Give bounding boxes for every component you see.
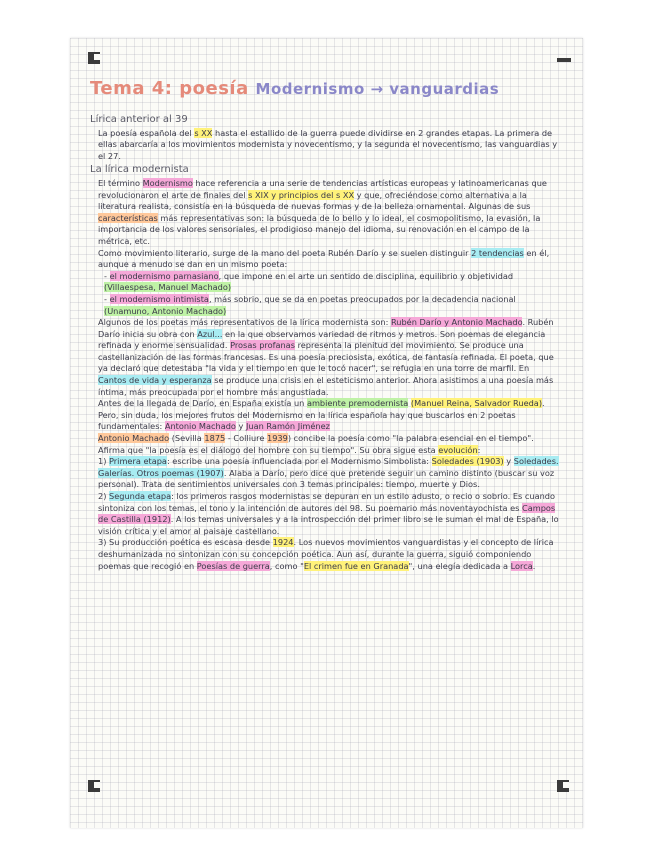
page-title (90, 78, 560, 99)
list-item: - el modernismo parnasiano, que impone en el arte un sentido de disciplina, equilibrio y objetividad (Villaespesa, Manuel Machado) (104, 270, 514, 293)
section-heading: Lírica anterior al 39 (90, 114, 188, 125)
notebook-page (70, 38, 583, 828)
notes-body (90, 112, 560, 572)
corner-marker-icon (557, 780, 569, 792)
corner-marker-icon (88, 52, 100, 64)
list-item: 3) Su producción poética es escasa desde 1924. Los nuevos movimientos vanguardistas y el concepto de lírica deshumanizada no sintonizan con su concepción poética. Aun así, durante la guerra, siguió componiendo poemas que recogió en Poesías de guerra, como "El crimen fue en Granada", una elegía dedicada a Lorca. (98, 537, 554, 571)
list-item: - el modernismo intimista, más sobrio, que se da en poetas preocupados por la decadencia nacional (Unamuno, Antonio Machado) (104, 293, 516, 316)
paragraph: Algunos de los poetas más representativos de la lírica modernista son: Rubén Darío y Antonio Machado. Rubén Darío inicia su obra con Azul... en la que observamos variedad de ritmos y metros. Son poemas de elegancia refinada y enorme sensualidad. Prosas profanas representa la plenitud del movimiento. Se produce una castellanización de las formas francesas. Es una poesía preciosista, exótica, de fantasía refinada. El poeta, que ya declaró que detestaba "la vida y el tiempo en que le tocó nacer", se refugia en una torre de marfil. En Cantos de vida y esperanza se produce una crisis en el esteticismo anterior. Ahora asistimos a una poesía más íntima, más preocupada por el hombre más angustiada. (98, 317, 554, 397)
paragraph: Antes de la llegada de Darío, en España existía un ambiente premodernista (Manuel Reina, Salvador Rueda). Pero, sin duda, los mejores frutos del Modernismo en la lírica española hay que buscarlos en 2 poetas fundamentales: Antonio Machado y Juan Ramón Jiménez (98, 398, 545, 432)
title-main: Tema 4: poesía (90, 78, 249, 99)
paragraph: Antonio Machado (Sevilla 1875 - Colliure 1939) concibe la poesía como "la palabra esencial en el tiempo". Afirma que "la poesía es el diálogo del hombre con su tiempo". Su obra sigue esta evolución: (98, 433, 534, 455)
paragraph: La poesía española del s XX hasta el estallido de la guerra puede dividirse en 2 grandes etapas. La primera de ellas abarcaría a los movimientos modernista y novecentismo, y la segunda el novecentismo, las vanguardias y el 27. (98, 127, 558, 161)
paragraph: Como movimiento literario, surge de la mano del poeta Rubén Darío y se suelen distinguir 2 tendencias en él, aunque a menudo se dan en un mismo poeta: (98, 247, 550, 270)
corner-marker-icon (557, 52, 569, 64)
title-sub: Modernismo → vanguardias (255, 80, 500, 98)
section-heading: La lírica modernista (90, 164, 189, 176)
paragraph: El término Modernismo hace referencia a una serie de tendencias artísticas europeas y latinoamericanas que revolucionaron el arte de finales del s XIX y principios del s XX y que, ofreciéndose como alternativa a la literatura realista, consistía en la búsqueda de nuevas formas y de la belleza ornamental. Algunas de sus características más representativas son: la búsqueda de lo bello y lo ideal, el cosmopolitismo, la evasión, la importancia de los valores sensoriales, el prodigioso manejo del idioma, su renovación en el campo de la métrica, etc. (98, 177, 547, 246)
list-item: 2) Segunda etapa: los primeros rasgos modernistas se depuran en un estilo adusto, o recio o sobrio. Es cuando sintoniza con los temas, el tono y la intención de autores del 98. Su poemario más noventayochista es Campos de Castilla (1912). A los temas universales y a la introspección del primer libro se le suman el mal de España, lo visión crítica y el amor al paisaje castellano. (98, 491, 559, 536)
corner-marker-icon (88, 780, 100, 792)
list-item: 1) Primera etapa: escribe una poesía influenciada por el Modernismo Simbolista: Soledades (1903) y Soledades. Galerías. Otros poemas (1907). Alaba a Darío, pero dice que pretende seguir un camino distinto (buscar su voz personal). Trata de sentimientos universales con 3 temas principales: tiempo, muerte y Dios. (98, 456, 559, 490)
